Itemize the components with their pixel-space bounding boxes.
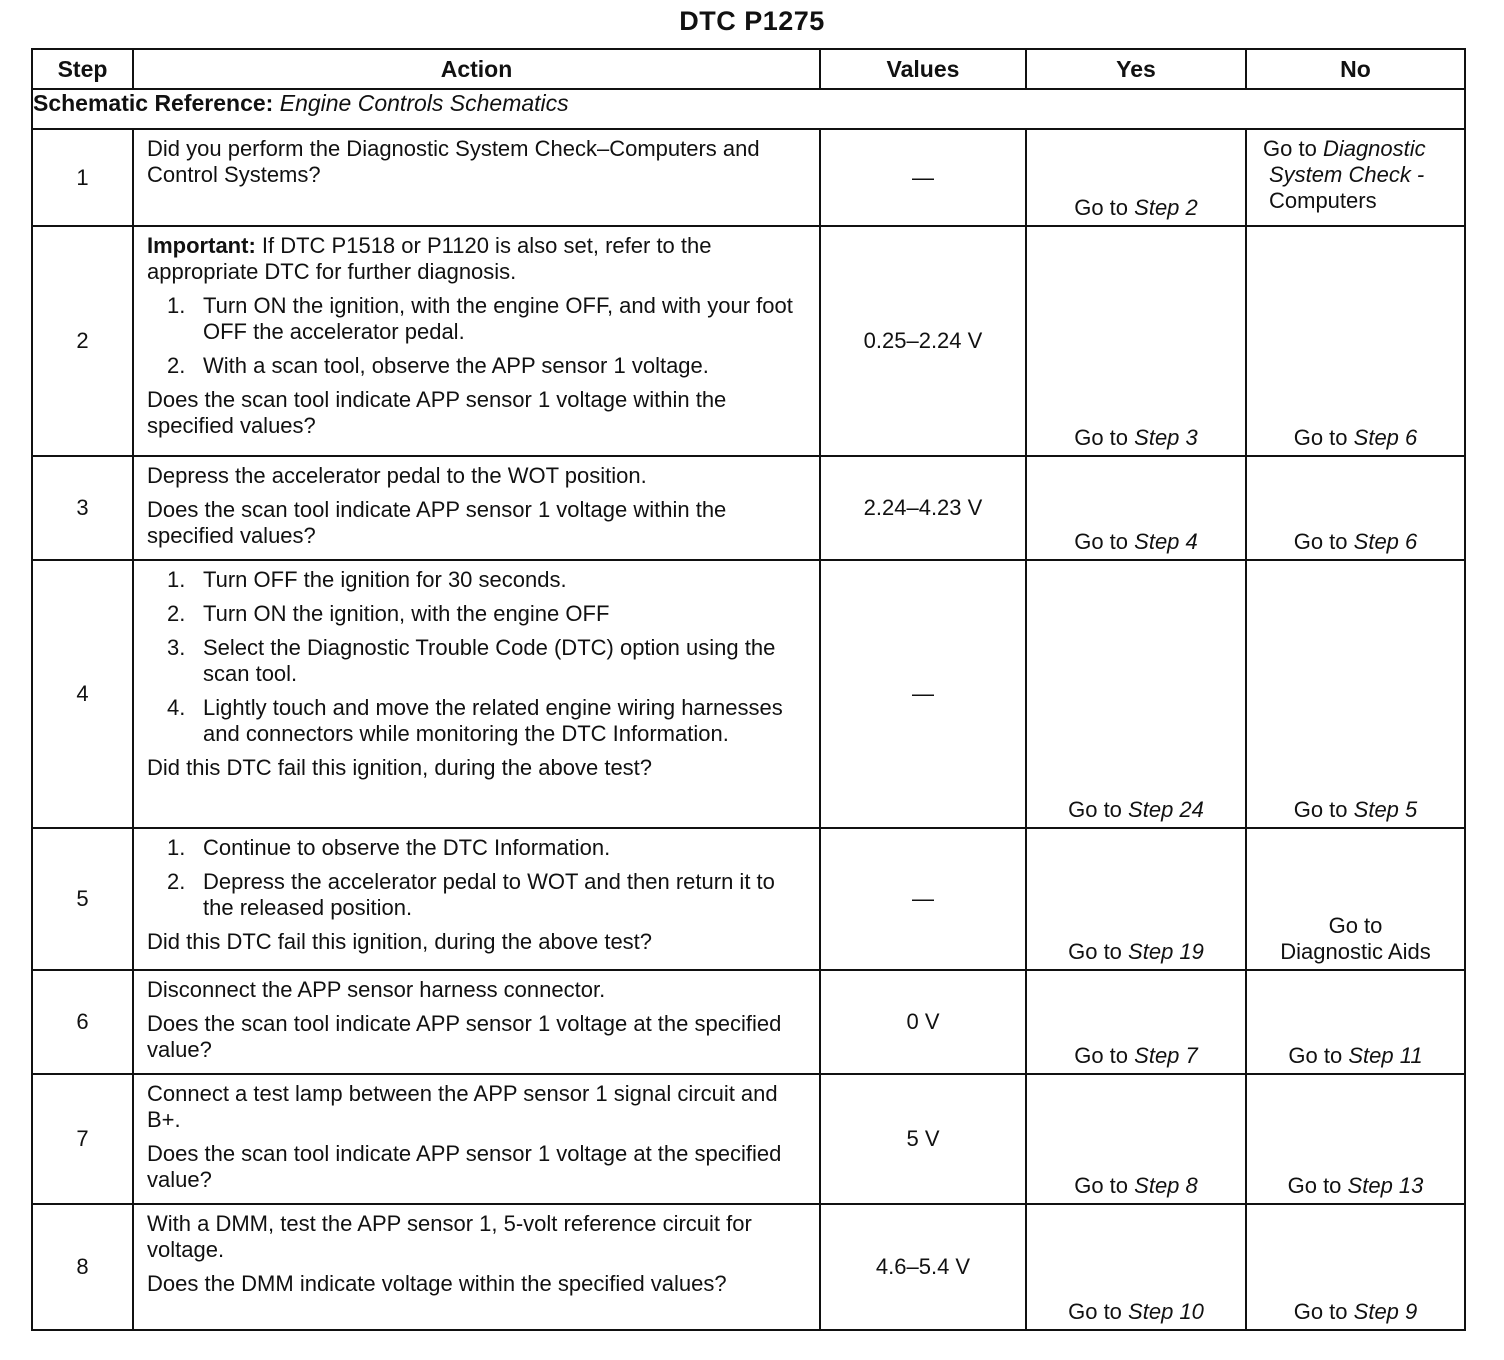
yes-cell[interactable] [1026,1204,1246,1330]
table-row [32,226,1465,456]
yes-step-link[interactable]: Step 24 [1128,797,1204,822]
yes-step-link[interactable]: Step 8 [1134,1173,1198,1198]
yes-step-link[interactable]: Step 2 [1134,195,1198,220]
table-row [32,456,1465,560]
goto-label: Go to [1074,195,1129,220]
goto-label: Go to [1263,136,1317,161]
yes-cell[interactable] [1026,828,1246,970]
yes-step-link[interactable]: Step 4 [1134,529,1198,554]
list-item [147,635,809,687]
header-step: Step [32,49,133,89]
item-number: 1. [167,293,186,318]
action-text: Disconnect the APP sensor harness connector. [147,977,606,1002]
goto-label: Go to [1293,425,1348,450]
no-link-diagnostic[interactable]: Diagnostic [1322,136,1426,161]
question-text: Did this DTC fail this ignition, during the above test? [147,929,653,954]
goto-label: Go to [1287,1173,1342,1198]
action-text: With a DMM, test the APP sensor 1, 5-volt reference circuit for voltage. [147,1211,752,1262]
item-number: 3. [167,635,186,660]
list-item [147,695,809,747]
question-text: Does the scan tool indicate APP sensor 1 voltage within the specified values? [147,497,727,548]
schematic-reference [32,89,1465,129]
item-number: 1. [167,835,186,860]
no-step-link[interactable]: Step 5 [1353,797,1418,822]
yes-cell[interactable] [1026,1074,1246,1204]
action-cell [133,129,820,226]
no-link-diagnostic-aids[interactable]: Diagnostic Aids [1280,939,1431,964]
no-cell[interactable] [1246,1074,1465,1204]
no-cell[interactable] [1246,226,1465,456]
list-item [147,353,809,379]
yes-cell[interactable] [1026,560,1246,828]
table-row [32,1074,1465,1204]
no-cell[interactable] [1246,456,1465,560]
action-text: Connect a test lamp between the APP sensor 1 signal circuit and B+. [147,1081,778,1132]
step-number: 4 [32,560,133,828]
header-row [32,49,1465,89]
yes-step-link[interactable]: Step 7 [1134,1043,1198,1068]
value-cell: — [820,560,1026,828]
instruction-list [147,567,809,747]
item-text: Turn OFF the ignition for 30 seconds. [203,567,567,592]
table-row [32,129,1465,226]
yes-cell[interactable] [1026,226,1246,456]
no-cell[interactable] [1246,970,1465,1074]
instruction-list [147,293,809,379]
action-text: Depress the accelerator pedal to the WOT position. [147,463,647,488]
action-cell [133,1074,820,1204]
important-note [147,233,809,285]
header-yes: Yes [1026,49,1246,89]
no-cell[interactable] [1246,560,1465,828]
yes-step-link[interactable]: Step 19 [1128,939,1204,964]
schematic-label: Schematic Reference: [33,90,274,116]
goto-label: Go to [1288,1043,1343,1068]
item-text: Lightly touch and move the related engine wiring harnesses and connectors while monitoring the DTC Information. [203,695,783,746]
action-cell [133,828,820,970]
yes-step-link[interactable]: Step 3 [1134,425,1198,450]
item-text: Depress the accelerator pedal to WOT and then return it to the released position. [203,869,775,920]
goto-label: Go to [1328,913,1383,938]
schematic-reference-row [32,89,1465,129]
important-text: If DTC P1518 or P1120 is also set, refer to the appropriate DTC for further diagnosis. [147,233,712,284]
question-text: Does the scan tool indicate APP sensor 1 voltage at the specified value? [147,1011,782,1062]
value-cell: 4.6–5.4 V [820,1204,1026,1330]
item-number: 4. [167,695,186,720]
item-text: With a scan tool, observe the APP sensor 1 voltage. [203,353,709,378]
yes-cell[interactable] [1026,456,1246,560]
header-values: Values [820,49,1026,89]
schematic-link[interactable]: Engine Controls Schematics [279,90,569,116]
action-cell [133,226,820,456]
no-cell[interactable] [1246,1204,1465,1330]
list-item [147,835,809,861]
action-cell [133,456,820,560]
no-link-system-check[interactable]: System Check - [1269,162,1425,187]
no-step-link[interactable]: Step 13 [1347,1173,1424,1198]
goto-label: Go to [1068,1299,1122,1324]
item-number: 2. [167,353,186,378]
no-cell[interactable] [1246,828,1465,970]
goto-label: Go to [1068,939,1122,964]
yes-step-link[interactable]: Step 10 [1128,1299,1204,1324]
yes-cell[interactable] [1026,970,1246,1074]
value-cell: — [820,129,1026,226]
value-cell: — [820,828,1026,970]
step-number: 3 [32,456,133,560]
item-number: 2. [167,869,186,894]
instruction-list [147,835,809,921]
no-step-link[interactable]: Step 9 [1353,1299,1418,1324]
step-number: 2 [32,226,133,456]
list-item [147,869,809,921]
question-text: Does the scan tool indicate APP sensor 1 voltage at the specified value? [147,1141,782,1192]
action-cell [133,560,820,828]
goto-label: Go to [1074,529,1129,554]
header-action: Action [133,49,820,89]
no-link-computers[interactable]: Computers [1269,188,1377,213]
table-row [32,1204,1465,1330]
table-row [32,828,1465,970]
item-number: 2. [167,601,186,626]
action-cell [133,970,820,1074]
list-item [147,293,809,345]
no-step-link[interactable]: Step 6 [1353,425,1418,450]
item-text: Continue to observe the DTC Information. [203,835,611,860]
table-row [32,560,1465,828]
goto-label: Go to [1074,1173,1129,1198]
header-no: No [1246,49,1465,89]
step-number: 6 [32,970,133,1074]
question-text: Does the scan tool indicate APP sensor 1 voltage within the specified values? [147,387,727,438]
item-number: 1. [167,567,186,592]
item-text: Turn ON the ignition, with the engine OFF [203,601,610,626]
action-text: Did you perform the Diagnostic System Check–Computers and Control Systems? [147,136,760,187]
no-cell[interactable] [1246,129,1465,226]
step-number: 8 [32,1204,133,1330]
list-item [147,601,809,627]
item-text: Select the Diagnostic Trouble Code (DTC) option using the scan tool. [203,635,776,686]
step-number: 5 [32,828,133,970]
value-cell: 0.25–2.24 V [820,226,1026,456]
step-number: 7 [32,1074,133,1204]
goto-label: Go to [1068,797,1122,822]
step-number: 1 [32,129,133,226]
diagnostic-table [31,48,1466,1331]
no-step-link[interactable]: Step 11 [1348,1043,1423,1068]
page-title: DTC P1275 [679,6,825,36]
action-cell [133,1204,820,1330]
goto-label: Go to [1074,1043,1129,1068]
value-cell: 0 V [820,970,1026,1074]
no-step-link[interactable]: Step 6 [1353,529,1418,554]
item-text: Turn ON the ignition, with the engine OFF, and with your foot OFF the accelerator pedal. [203,293,793,344]
important-label: Important: [147,233,256,258]
table-row [32,970,1465,1074]
question-text: Did this DTC fail this ignition, during the above test? [147,755,653,780]
value-cell: 5 V [820,1074,1026,1204]
goto-label: Go to [1074,425,1129,450]
question-text: Does the DMM indicate voltage within the specified values? [147,1271,727,1296]
list-item [147,567,809,593]
yes-cell[interactable] [1026,129,1246,226]
goto-label: Go to [1293,529,1348,554]
value-cell: 2.24–4.23 V [820,456,1026,560]
goto-label: Go to [1293,1299,1348,1324]
goto-label: Go to [1293,797,1348,822]
